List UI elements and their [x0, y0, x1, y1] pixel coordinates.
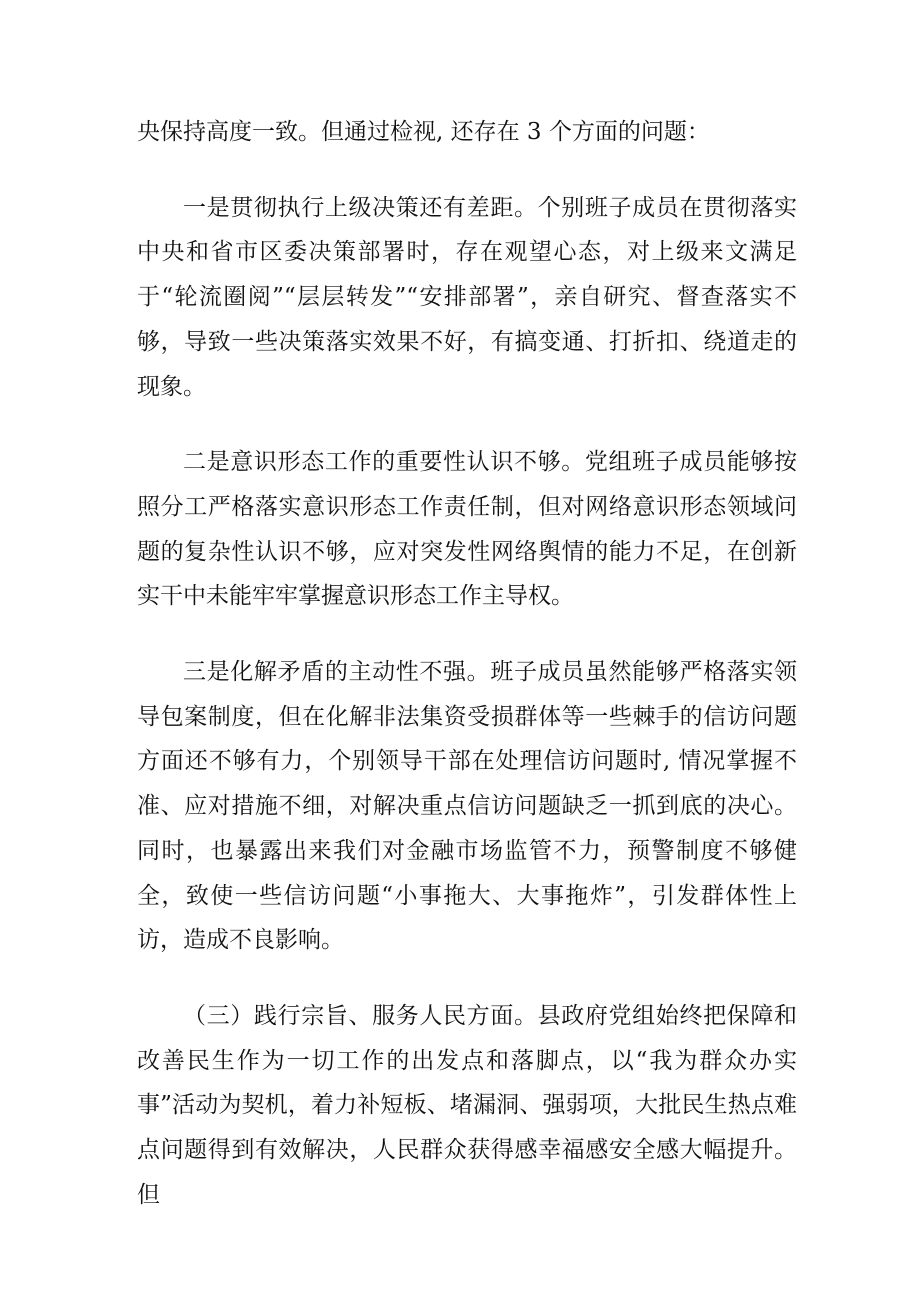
paragraph-issue-three: 三是化解矛盾的主动性不强。班子成员虽然能够严格落实领导包案制度，但在化解非法集资受损群体等一些棘手的信访问题方面还不够有力，个别领导干部在处理信访问题时, 情况掌握不准、应对措施不细，对解决重点信访问题缺乏一抓到底的决心。同时，也暴露出来我们对金融市场监管不力，预警制度不够健全，致使一些信访问题“小事拖大、大事拖炸”，引发群体性上访，造成不良影响。: [137, 659, 797, 954]
document-body: [137, 110, 797, 1217]
paragraph-continuation: 央保持高度一致。但通过检视, 还存在 3 个方面的问题：: [137, 119, 710, 145]
paragraph-issue-one: 一是贯彻执行上级决策还有差距。个别班子成员在贯彻落实中央和省市区委决策部署时，存在观望心态，对上级来文满足于“轮流圈阅”“层层转发”“安排部署”，亲自研究、督查落实不够，导致一些决策落实效果不好，有搞变通、打折扣、绕道走的现象。: [137, 194, 797, 400]
paragraph-issue-two: 二是意识形态工作的重要性认识不够。党组班子成员能够按照分工严格落实意识形态工作责任制，但对网络意识形态领域问题的复杂性认识不够，应对突发性网络舆情的能力不足，在创新实干中未能牢牢掌握意识形态工作主导权。: [137, 449, 797, 610]
paragraph-section-three: （三）践行宗旨、服务人民方面。县政府党组始终把保障和改善民生作为一切工作的出发点和落脚点，以“我为群众办实事”活动为契机，着力补短板、堵漏洞、强弱项，大批民生热点难点问题得到有效解决，人民群众获得感幸福感安全感大幅提升。但: [137, 1002, 797, 1208]
